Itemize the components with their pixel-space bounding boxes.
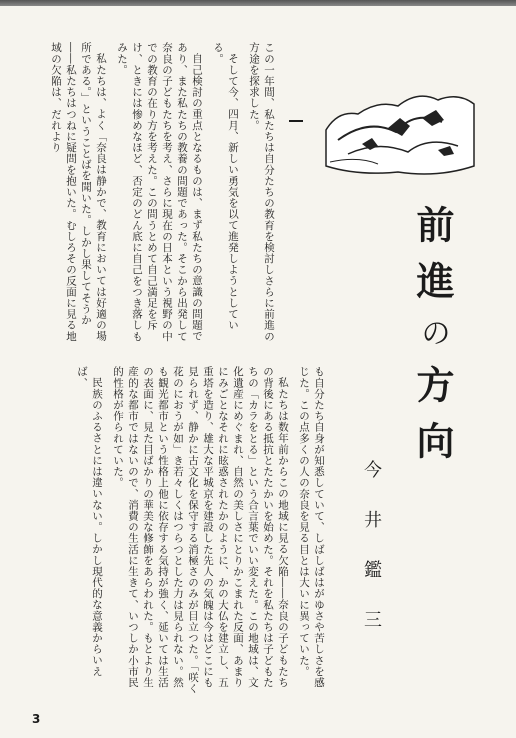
top-text-column bbox=[36, 42, 276, 342]
author-name: 今井鑑三 bbox=[361, 460, 382, 660]
page-number: 3 bbox=[32, 712, 41, 726]
paragraph: そして今、四月、新しい勇気を以て進発しようとしている。 bbox=[212, 42, 239, 330]
mountain-landscape-illustration bbox=[318, 70, 478, 180]
title-part: 方向 bbox=[410, 365, 454, 477]
title-part: 前進 bbox=[410, 205, 454, 317]
bottom-text-column bbox=[36, 366, 326, 696]
paragraph: この一年間、私たちは自分たちの教育を検討しさらに前進の方途を探求した。 bbox=[248, 42, 275, 342]
paragraph: 私たちは、よく「奈良は静かで、教育においては好適の場所である。」ということばを聞いた。しかし果してそうか――私たちはつねに疑問を抱いた。むしろその反面に見る地域の欠陥は、だれより bbox=[50, 42, 107, 342]
paragraph: 私たちは数年前からこの地域に見る欠陥――奈良の子どもたちの背後にある抵抗とたたかいを始めた。それを私たちは子どもたちの「カラをとる」という合言葉でいい変えた。この地域は、文化遺産にめぐまれ、自然の美しさにとりかこまれた反面、あまりにみごとなそれに眩惑されたかのように、かの大仏を建立し、五重塔を造り、雄大な平城京を建設した先人の気魄は今はどこにも見られず、静かに古文化を保守する消極さのみが目立つた。「咲く花のにおうが如」き若々しくはつらつとした力は見られない。然も観光都市という性格上他に依存する気持が強く、延いては生活の表面に、見た目ばかりの華美な修飾をあらわれた。もとより生産的な都市ではないので、消費の生活に生きて、いつしか小市民的性格が作られていた。 bbox=[112, 366, 289, 694]
top-border bbox=[0, 0, 516, 6]
paragraph: 民族のふるさとには違いない。しかし現代的な意義からいえば、 bbox=[76, 366, 103, 677]
section-marker bbox=[289, 120, 303, 122]
paragraph: も自分たち自身が知悉していて、しばしばはがゆさや苦しさを感じた。この点多くの人の奈良を見る目とは大いに異っていた。 bbox=[298, 366, 325, 688]
article-title bbox=[405, 205, 460, 477]
paragraph: 自己検討の重点となるものは、まず私たちの意識の問題であり、また私たちの教養の問題であった。そこから出発して奈良の子どもたちを考え、さらに現在の日本という視野の中での教育の在り方を考えた。この問うとめて自己満足を斥け、ときには惨めなほど、否定のどん底に自己をつき落しもみた。 bbox=[116, 42, 203, 342]
title-particle: の bbox=[415, 317, 450, 365]
